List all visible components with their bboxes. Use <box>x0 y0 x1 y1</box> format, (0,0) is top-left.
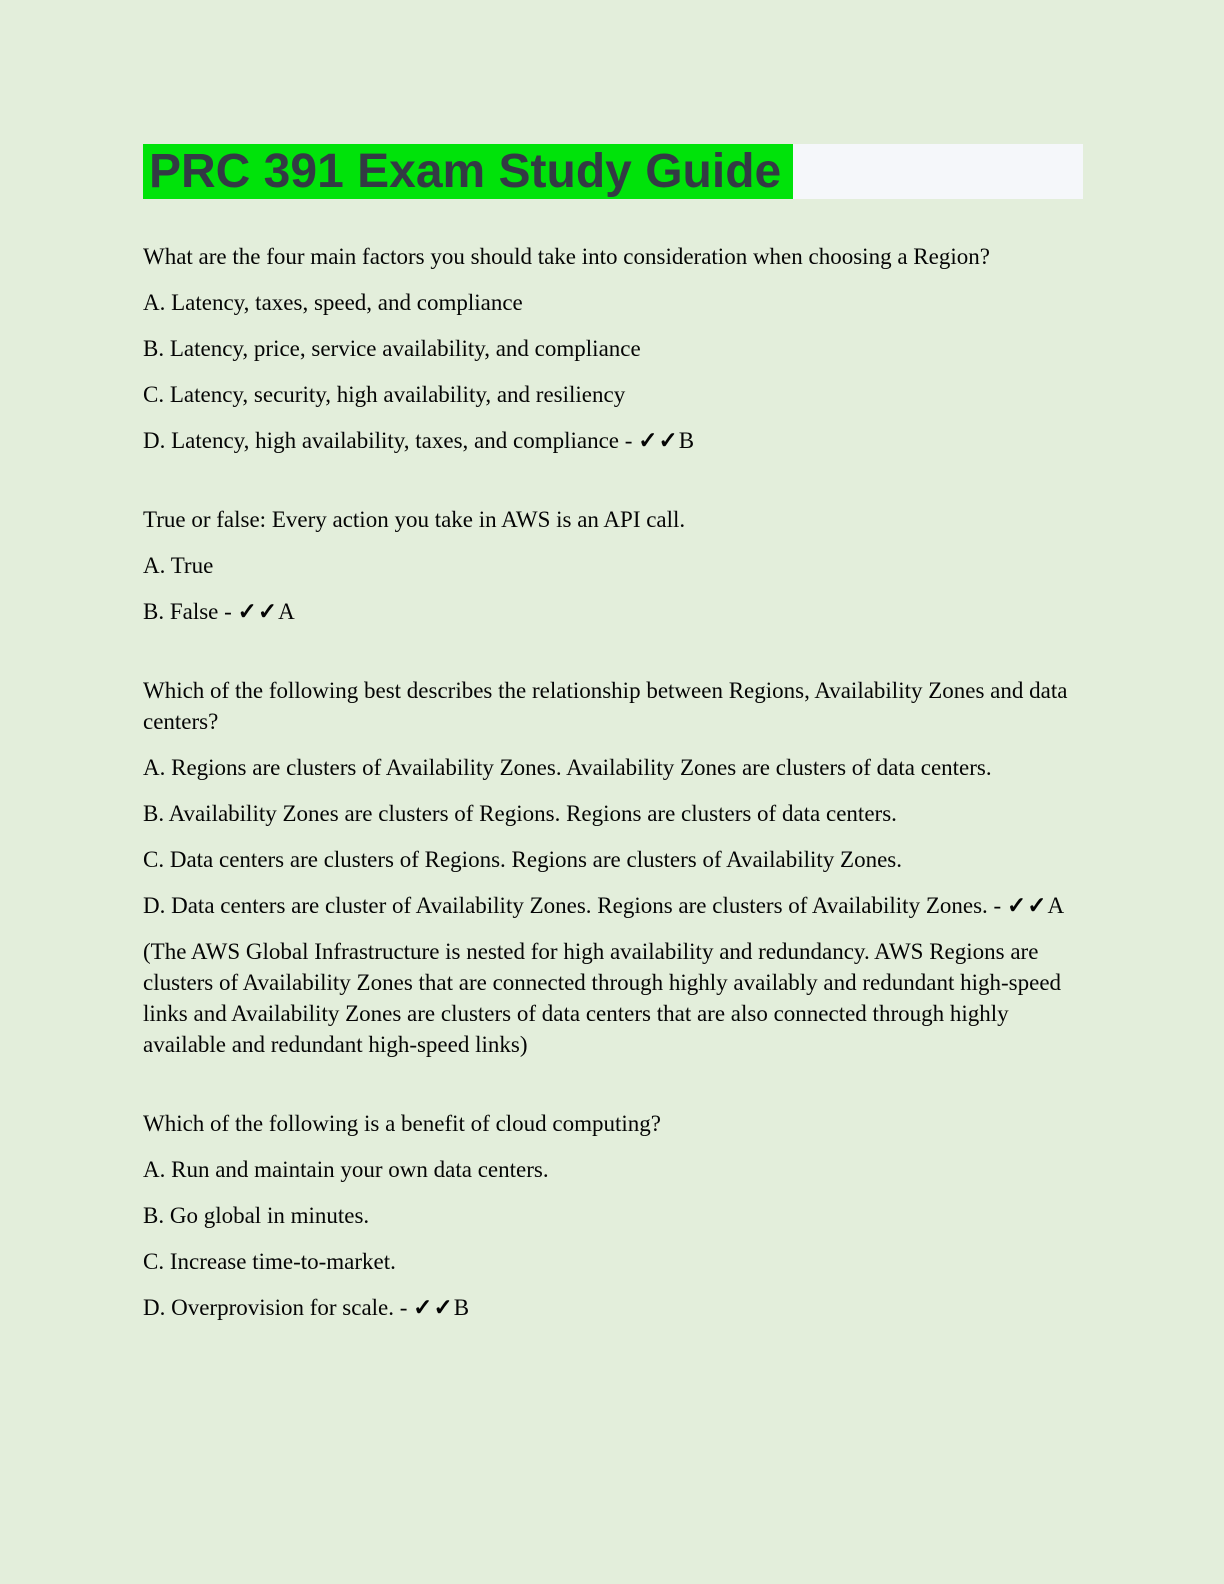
answer-option <box>143 1200 1083 1231</box>
answer-option <box>143 1154 1083 1185</box>
answer-option <box>143 379 1083 410</box>
explanation-note: (The AWS Global Infrastructure is nested for high availability and redundancy. AWS Regions are clusters of Availability Zones that are connected through highly availably and redundant high-speed links and Availability Zones are clusters of data centers that are also connected through highly available and redundant high-speed links) <box>143 939 1062 1057</box>
option-text: A. Run and maintain your own data centers. <box>143 1157 549 1182</box>
option-text: B. Availability Zones are clusters of Regions. Regions are clusters of data centers. <box>143 801 897 826</box>
answer-option-correct <box>143 1292 1083 1323</box>
answer-option <box>143 752 1083 783</box>
option-text: A. True <box>143 553 214 578</box>
answer-option <box>143 287 1083 318</box>
title-trailing-box <box>793 144 1083 199</box>
correct-answer-letter: B <box>678 428 695 453</box>
option-text: D. Latency, high availability, taxes, and compliance - <box>143 428 639 453</box>
answer-option <box>143 333 1083 364</box>
answer-option <box>143 1246 1083 1277</box>
option-text: D. Data centers are cluster of Availability Zones. Regions are clusters of Availability Zones. - <box>143 893 1007 918</box>
option-text: D. Overprovision for scale. - <box>143 1295 414 1320</box>
question-text: What are the four main factors you should take into consideration when choosing a Region? <box>143 244 990 269</box>
page-title: PRC 391 Exam Study Guide <box>143 144 793 199</box>
title-bar <box>143 144 1083 199</box>
question-block-4 <box>143 1108 1083 1323</box>
answer-option-correct <box>143 425 1083 456</box>
answer-option <box>143 550 1083 581</box>
option-text: B. Latency, price, service availability, and compliance <box>143 336 641 361</box>
option-text: A. Regions are clusters of Availability Zones. Availability Zones are clusters of data centers. <box>143 755 992 780</box>
question-block-2 <box>143 504 1083 627</box>
checkmark-icon: ✓✓ <box>237 599 279 624</box>
option-text: B. False - <box>143 599 238 624</box>
checkmark-icon: ✓✓ <box>1006 893 1048 918</box>
answer-option-correct <box>143 596 1083 627</box>
option-text: C. Increase time-to-market. <box>143 1249 396 1274</box>
question-block-3 <box>143 675 1083 1060</box>
question-text: Which of the following is a benefit of cloud computing? <box>143 1111 662 1136</box>
option-text: A. Latency, taxes, speed, and compliance <box>143 290 523 315</box>
correct-answer-letter: B <box>453 1295 470 1320</box>
answer-option <box>143 798 1083 829</box>
question-text: Which of the following best describes the relationship between Regions, Availability Zones and data centers? <box>143 678 1068 734</box>
option-text: C. Latency, security, high availability, and resiliency <box>143 382 626 407</box>
correct-answer-letter: A <box>278 599 295 624</box>
checkmark-icon: ✓✓ <box>638 428 679 453</box>
answer-option <box>143 844 1083 875</box>
question-text: True or false: Every action you take in AWS is an API call. <box>143 507 686 532</box>
checkmark-icon: ✓✓ <box>413 1295 454 1320</box>
document-body <box>143 241 1083 1323</box>
correct-answer-letter: A <box>1047 893 1065 918</box>
question-block-1 <box>143 241 1083 456</box>
answer-option-correct <box>143 890 1083 921</box>
option-text: B. Go global in minutes. <box>143 1203 370 1228</box>
option-text: C. Data centers are clusters of Regions. Regions are clusters of Availability Zones. <box>143 847 902 872</box>
